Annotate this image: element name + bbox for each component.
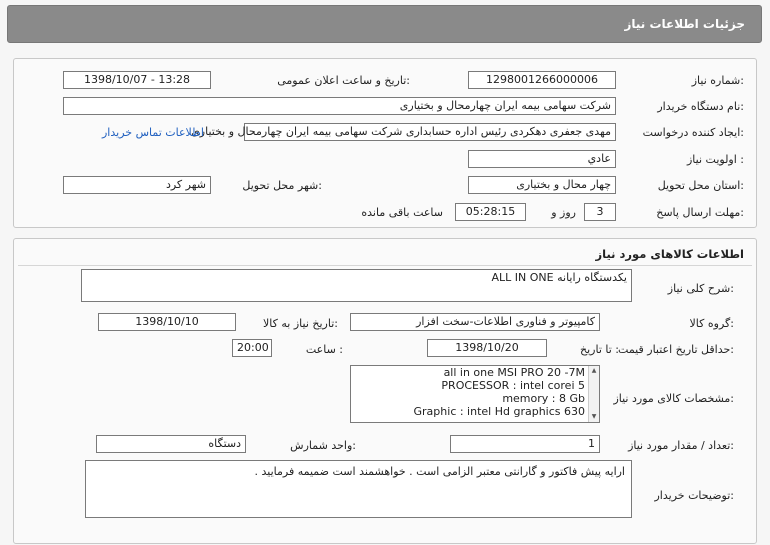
spec-line: Graphic : intel Hd graphics 630	[413, 405, 585, 418]
spec-line: all in one MSI PRO 20 -7M	[443, 366, 585, 379]
province-label: استان محل تحویل:	[657, 179, 744, 192]
unit-field: دستگاه	[96, 435, 246, 453]
section-divider	[18, 265, 752, 266]
buyer-org-label: نام دستگاه خریدار:	[657, 100, 744, 113]
summary-field: یکدستگاه رایانه ALL IN ONE	[81, 269, 632, 302]
need-number-label: شماره نیاز:	[691, 74, 744, 87]
city-field: شهر کرد	[63, 176, 211, 194]
specs-label: مشخصات کالای مورد نیاز:	[613, 392, 734, 405]
deadline-label: مهلت ارسال پاسخ:	[656, 206, 744, 219]
need-date-label: تاریخ نیاز به کالا:	[263, 317, 338, 330]
days-word: روز و	[551, 206, 576, 219]
announce-datetime-field: 1398/10/07 - 13:28	[63, 71, 211, 89]
validity-hour-label: ساعت :	[305, 343, 343, 356]
buyer-notes-field: ارایه پیش فاکتور و گارانتی معتبر الزامی است . خواهشمند است ضمیمه فرمایید .	[85, 460, 632, 518]
scroll-down-icon[interactable]: ▼	[591, 413, 597, 420]
specs-list[interactable]	[350, 365, 600, 423]
validity-date-field: 1398/10/20	[427, 339, 547, 357]
city-label: شهر محل تحویل:	[242, 179, 322, 192]
need-info-panel	[13, 58, 757, 228]
goods-panel	[13, 238, 757, 544]
remaining-word: ساعت باقی مانده	[361, 206, 443, 219]
need-number-field: 1298001266000006	[468, 71, 616, 89]
goods-group-label: گروه کالا:	[689, 317, 734, 330]
specs-scrollbar[interactable]	[588, 366, 599, 422]
page-header	[7, 5, 762, 43]
creator-label: ایجاد کننده درخواست:	[642, 126, 744, 139]
need-date-field: 1398/10/10	[98, 313, 236, 331]
deadline-time-field: 05:28:15	[455, 203, 526, 221]
priority-field: عادي	[468, 150, 616, 168]
quantity-label: تعداد / مقدار مورد نیاز:	[628, 439, 734, 452]
quantity-field: 1	[450, 435, 600, 453]
announce-datetime-label: تاریخ و ساعت اعلان عمومی:	[277, 74, 410, 87]
creator-field: مهدی جعفری دهکردی رئیس اداره حسابداری شرکت سهامی بیمه ایران چهارمحال و بختیاری	[244, 123, 616, 141]
scroll-up-icon[interactable]: ▲	[591, 367, 597, 374]
deadline-days-field: 3	[584, 203, 616, 221]
goods-section-title: اطلاعات کالاهای مورد نیاز	[595, 247, 744, 261]
summary-label: شرح کلی نیاز:	[667, 282, 734, 295]
page-title: جزئیات اطلاعات نیاز	[624, 17, 745, 31]
spec-line: PROCESSOR : intel corei 5	[441, 379, 585, 392]
unit-label: واحد شمارش:	[290, 439, 356, 452]
buyer-org-field: شرکت سهامی بیمه ایران چهارمحال و بختیاری	[63, 97, 616, 115]
spec-line: memory : 8 Gb	[502, 392, 585, 405]
price-validity-label: حداقل تاریخ اعتبار قیمت:	[618, 343, 734, 356]
goods-group-field: کامپیوتر و فناوری اطلاعات-سخت افزار	[350, 313, 600, 331]
until-date-label: تا تاریخ :	[580, 343, 619, 356]
province-field: چهار محال و بختیاری	[468, 176, 616, 194]
buyer-notes-label: توضیحات خریدار:	[654, 489, 734, 502]
buyer-contact-link[interactable]: اطلاعات تماس خریدار	[102, 126, 204, 139]
priority-label: اولویت نیاز :	[686, 153, 744, 166]
validity-hour-field: 20:00	[232, 339, 272, 357]
